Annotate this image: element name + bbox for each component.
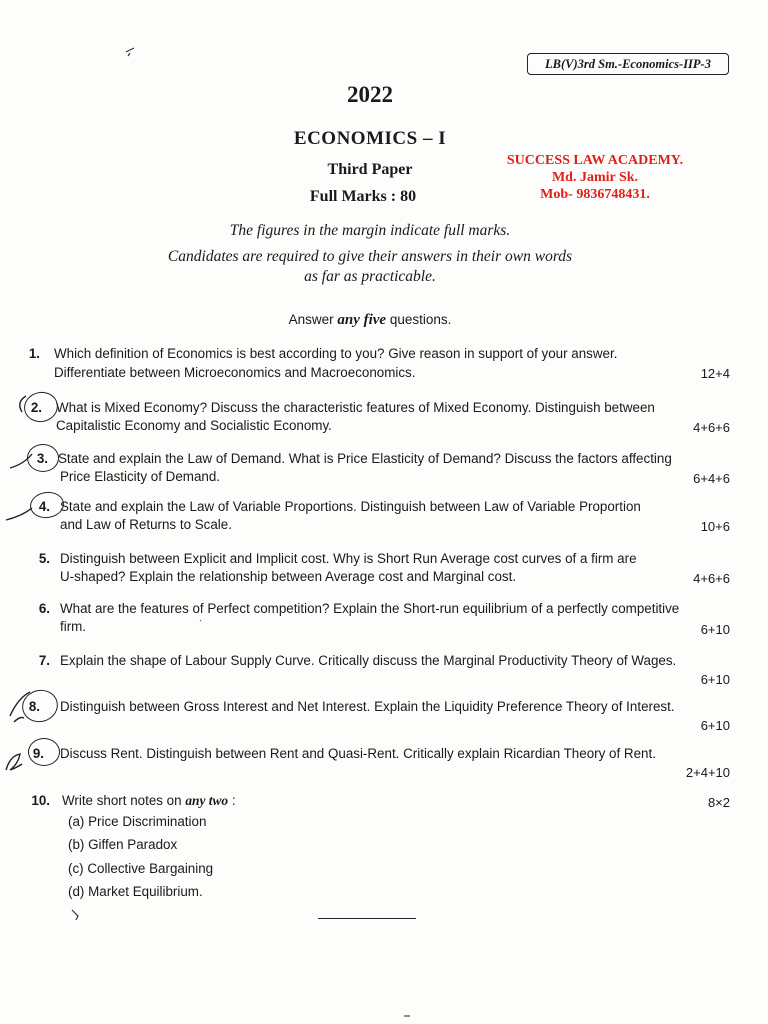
short-note-c: (c) Collective Bargaining: [68, 861, 214, 876]
question-text-line-1: Distinguish between Explicit and Implicit cost. Why is Short Run Average cost curves of a firm are: [60, 551, 637, 566]
question-marks: 8×2: [707, 795, 730, 810]
question-number: 1.: [28, 346, 40, 361]
answer-prefix: Answer: [288, 312, 334, 327]
question-text-line-1: Distinguish between Gross Interest and Net Interest. Explain the Liquidity Preference Theory of Interest.: [60, 699, 675, 714]
stamp-line-3: Mob- 9836748431.: [540, 187, 650, 202]
pen-circle-q8: [18, 686, 61, 726]
question-marks: 6+10: [700, 672, 730, 687]
question-text-line-1: State and explain the Law of Demand. What is Price Elasticity of Demand? Discuss the factors affecting: [58, 451, 672, 466]
short-notes-colon: :: [231, 793, 236, 808]
question-text-line-2: and Law of Returns to Scale.: [60, 517, 232, 532]
question-marks: 6+10: [700, 622, 730, 637]
question-number: 8.: [28, 699, 40, 714]
pen-circle-q2: [21, 389, 60, 425]
pen-circle-q3: [27, 444, 59, 472]
short-notes-emphasis: any two: [185, 793, 229, 808]
question-number: 9.: [32, 746, 44, 761]
instruction-line-2: Candidates are required to give their answers in their own words: [167, 248, 573, 265]
question-number: 6.: [38, 601, 50, 616]
question-marks: 4+6+6: [693, 571, 730, 586]
short-note-b: (b) Giffen Paradox: [68, 837, 178, 852]
end-rule: [318, 918, 416, 919]
question-number: 10.: [31, 793, 50, 808]
stamp-line-1: SUCCESS LAW ACADEMY.: [506, 153, 684, 168]
question-marks: 12+4: [700, 366, 730, 381]
question-text-line-1: [62, 792, 236, 809]
question-text-line-2: Price Elasticity of Demand.: [60, 469, 221, 484]
instruction-line-1: The figures in the margin indicate full marks.: [229, 222, 511, 239]
question-number: 3.: [36, 451, 48, 466]
question-marks: 4+6+6: [693, 420, 730, 435]
exam-year: 2022: [347, 82, 393, 107]
short-note-d: (d) Market Equilibrium.: [68, 884, 203, 899]
question-marks: 10+6: [700, 519, 730, 534]
answer-emphasis: any five: [337, 312, 387, 328]
full-marks: Full Marks : 80: [309, 188, 417, 205]
question-number: 4.: [38, 499, 50, 514]
paper-code-box: LB(V)3rd Sm.-Economics-IIP-3: [527, 53, 729, 75]
question-text-line-2: firm.: [60, 619, 87, 634]
stamp-line-2: Md. Jamir Sk.: [551, 170, 639, 185]
question-number: 2.: [30, 400, 42, 415]
question-text-line-1: Which definition of Economics is best according to you? Give reason in support of your answer.: [54, 346, 618, 361]
question-text-line-1: What is Mixed Economy? Discuss the characteristic features of Mixed Economy. Distinguish between: [56, 400, 655, 415]
instruction-line-3: as far as practicable.: [304, 268, 436, 285]
question-text-line-1: What are the features of Perfect competition? Explain the Short-run equilibrium of a perfectly competitive: [60, 601, 680, 616]
paper-title: Third Paper: [327, 161, 413, 178]
subject-title: ECONOMICS – I: [293, 128, 447, 149]
short-notes-prefix: Write short notes on: [62, 793, 182, 808]
question-text-line-2: U-shaped? Explain the relationship between Average cost and Marginal cost.: [60, 569, 517, 584]
question-text-line-2: Capitalistic Economy and Socialistic Economy.: [56, 418, 332, 433]
question-text-line-2: Differentiate between Microeconomics and Macroeconomics.: [54, 365, 416, 380]
question-text-line-1: Explain the shape of Labour Supply Curve. Critically discuss the Marginal Productivity Theory of Wages.: [60, 653, 677, 668]
pen-circle-q9: [28, 738, 60, 766]
answer-instruction: [0, 312, 740, 329]
question-text-line-1: Discuss Rent. Distinguish between Rent and Quasi-Rent. Critically explain Ricardian Theory of Rent.: [60, 746, 656, 761]
academy-stamp: [490, 152, 700, 203]
question-marks: 6+10: [700, 718, 730, 733]
question-marks: 2+4+10: [685, 765, 730, 780]
question-number: 5.: [38, 551, 50, 566]
question-number: 7.: [38, 653, 50, 668]
short-note-a: (a) Price Discrimination: [68, 814, 207, 829]
question-text-line-1: State and explain the Law of Variable Proportions. Distinguish between Law of Variable Proportion: [60, 499, 641, 514]
question-marks: 6+4+6: [693, 471, 730, 486]
answer-suffix: questions.: [389, 312, 452, 327]
